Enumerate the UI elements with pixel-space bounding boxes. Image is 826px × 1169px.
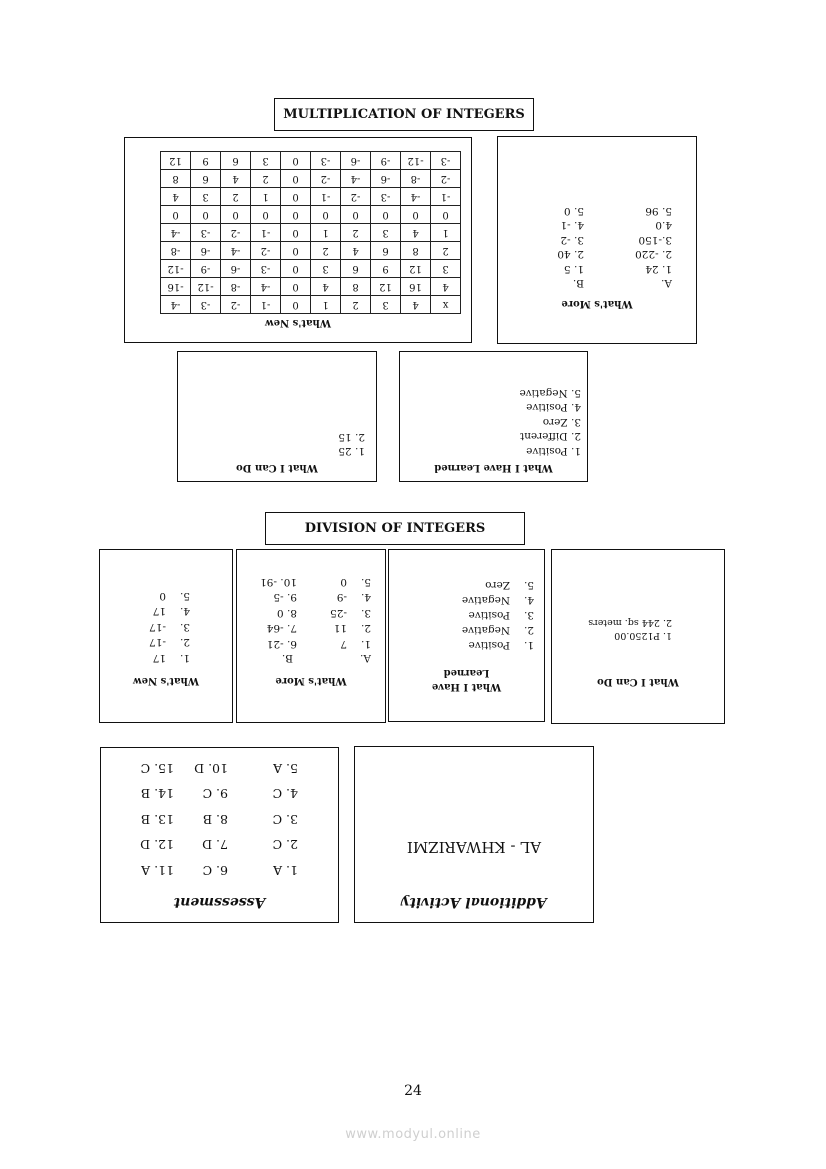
table-cell: -2 <box>221 296 251 314</box>
div-learned-title-1: What I Have <box>431 681 502 692</box>
list-item: 1. 24 <box>645 263 672 275</box>
table-cell: -4 <box>161 296 191 314</box>
mult-whats-more-title: What's More <box>561 298 633 309</box>
table-cell: 4 <box>161 188 191 206</box>
table-row <box>161 170 461 188</box>
div-whats-new-title: What's New <box>133 675 199 686</box>
table-cell: 2 <box>251 170 281 188</box>
table-row <box>161 224 461 242</box>
table-cell: 0 <box>281 152 311 170</box>
assessment-title: Assessment <box>173 894 266 910</box>
mult-learned-title: What I Have Learned <box>434 462 553 473</box>
mult-whats-more-box <box>497 136 697 344</box>
answer-item: 10. D <box>194 761 228 776</box>
answer-item: 7. D <box>202 837 228 853</box>
answer-item: 13. B <box>140 812 174 827</box>
answer-item: 14. B <box>140 786 174 802</box>
table-cell: 0 <box>341 206 371 224</box>
table-cell: -2 <box>341 188 371 206</box>
table-cell: -12 <box>401 152 431 170</box>
table-cell: 0 <box>401 206 431 224</box>
list-item-number: 3. <box>360 607 371 619</box>
table-cell: 8 <box>401 242 431 260</box>
table-cell: 2 <box>311 242 341 260</box>
table-cell: 4 <box>341 242 371 260</box>
table-cell: 9 <box>371 260 401 278</box>
table-cell: -16 <box>161 278 191 296</box>
table-cell: 12 <box>371 278 401 296</box>
list-item-value: Negative <box>461 594 510 606</box>
table-cell: 0 <box>311 206 341 224</box>
answer-item: 1. A <box>273 863 298 878</box>
table-cell: -1 <box>431 188 461 206</box>
answer-item: 11. A <box>141 863 174 878</box>
table-cell: -1 <box>251 296 281 314</box>
list-item: 2. Different <box>519 430 581 443</box>
list-item: 10. -91 <box>260 576 297 588</box>
list-item: 1. 5 <box>563 263 584 275</box>
list-item-value: Positive <box>468 609 510 621</box>
table-cell: -2 <box>221 224 251 242</box>
table-cell: -1 <box>251 224 281 242</box>
div-can-do-title: What I Can Do <box>597 676 679 687</box>
list-item-number: 1. <box>523 639 534 651</box>
table-cell: -6 <box>341 152 371 170</box>
table-cell: 4 <box>401 224 431 242</box>
table-row <box>161 206 461 224</box>
list-item-value: Positive <box>468 639 510 651</box>
table-cell: -8 <box>221 278 251 296</box>
list-item-value: Zero <box>485 579 510 591</box>
table-cell: 0 <box>251 206 281 224</box>
table-cell: 3 <box>371 224 401 242</box>
table-cell: -8 <box>161 242 191 260</box>
multiplication-table <box>160 151 461 314</box>
list-item: 6. -21 <box>266 638 297 650</box>
table-cell: 0 <box>221 206 251 224</box>
table-row <box>161 188 461 206</box>
table-cell: -3 <box>191 296 221 314</box>
table-cell: -2 <box>251 242 281 260</box>
div-whats-new-box <box>99 549 233 723</box>
mult-what-i-can-do-box <box>177 351 377 482</box>
answer-item: 9. C <box>202 786 228 802</box>
table-cell: -3 <box>311 152 341 170</box>
list-item-value: 17 <box>152 652 166 664</box>
mult-whats-new-title: What's New <box>265 317 331 328</box>
table-cell: 0 <box>431 206 461 224</box>
answer-item: 2. C <box>272 837 298 853</box>
table-cell: -4 <box>251 278 281 296</box>
list-item: 2. 244 sq. meters <box>588 617 672 628</box>
list-item-number: 4. <box>360 591 371 604</box>
additional-activity-answer: AL - KHWARIZMI <box>406 838 542 856</box>
list-item: 1. P1250.00 <box>614 630 672 641</box>
table-cell: -6 <box>221 260 251 278</box>
list-item-value: 7 <box>340 638 347 650</box>
answer-item: 3. C <box>272 812 298 827</box>
answer-item: 6. C <box>202 863 228 878</box>
list-item: 4.0 <box>655 219 672 232</box>
list-item-number: 2. <box>179 636 190 649</box>
table-cell: 0 <box>281 206 311 224</box>
list-item: 1. 25 <box>338 445 365 457</box>
table-cell: 1 <box>311 224 341 242</box>
table-cell: 2 <box>221 188 251 206</box>
answer-item: 5. A <box>273 761 298 776</box>
mult-whats-new-box <box>124 137 472 343</box>
list-item-number: 2. <box>523 624 534 636</box>
table-cell: 2 <box>431 242 461 260</box>
table-cell: 0 <box>371 206 401 224</box>
table-cell: 16 <box>401 278 431 296</box>
table-cell: 3 <box>311 260 341 278</box>
div-what-i-can-do-box <box>551 549 725 724</box>
mult-more-col-b-head: B. <box>572 277 584 289</box>
table-cell: 1 <box>251 188 281 206</box>
list-item-number: 4. <box>523 594 534 606</box>
table-cell: -4 <box>221 242 251 260</box>
table-cell: -9 <box>191 260 221 278</box>
list-item-value: -17 <box>149 636 166 649</box>
list-item-value: 0 <box>159 590 166 602</box>
div-what-i-have-learned-box <box>388 549 545 722</box>
div-whats-more-title: What's More <box>275 675 347 686</box>
table-cell: 4 <box>431 278 461 296</box>
list-item: 9. -5 <box>273 591 297 604</box>
list-item-value: -17 <box>149 621 166 633</box>
table-cell: -12 <box>161 260 191 278</box>
div-more-col-b-head: B. <box>281 652 293 664</box>
table-cell: 12 <box>161 152 191 170</box>
mult-can-do-title: What I Can Do <box>236 462 318 473</box>
list-item: 2. -220 <box>635 248 672 261</box>
table-row <box>161 242 461 260</box>
table-row <box>161 296 461 314</box>
table-cell: 0 <box>281 278 311 296</box>
list-item-number: 5. <box>179 590 190 602</box>
table-cell: -1 <box>311 188 341 206</box>
answer-item: 4. C <box>272 786 298 802</box>
list-item-number: 2. <box>360 622 371 635</box>
list-item: 3.-150 <box>638 234 672 246</box>
list-item: 2. 40 <box>557 248 584 261</box>
table-cell: 3 <box>251 152 281 170</box>
table-cell: -3 <box>431 152 461 170</box>
answer-item: 8. B <box>202 812 228 827</box>
list-item-number: 5. <box>360 576 371 588</box>
table-cell: -2 <box>431 170 461 188</box>
table-cell: 6 <box>221 152 251 170</box>
table-cell: -8 <box>401 170 431 188</box>
table-cell: -3 <box>371 188 401 206</box>
table-cell: 3 <box>371 296 401 314</box>
table-cell: -6 <box>191 242 221 260</box>
table-cell: -3 <box>251 260 281 278</box>
table-cell: -6 <box>371 170 401 188</box>
table-cell: 0 <box>191 206 221 224</box>
list-item-value: Negative <box>461 624 510 636</box>
list-item-number: 4. <box>179 605 190 618</box>
table-cell: 0 <box>281 296 311 314</box>
list-item-value: 0 <box>340 576 347 588</box>
table-cell: -4 <box>401 188 431 206</box>
answer-item: 12. D <box>140 837 174 853</box>
table-cell: 9 <box>191 152 221 170</box>
assessment-box <box>100 747 339 923</box>
additional-activity-title: Additional Activity <box>401 894 547 910</box>
table-cell: x <box>431 296 461 314</box>
additional-activity-box <box>354 746 594 923</box>
list-item: 1. Positive <box>526 445 581 457</box>
list-item: 4. -1 <box>560 219 584 232</box>
table-row <box>161 278 461 296</box>
table-cell: 1 <box>431 224 461 242</box>
table-cell: 1 <box>311 296 341 314</box>
list-item: 2. 15 <box>338 431 365 443</box>
table-cell: 0 <box>281 242 311 260</box>
table-cell: 6 <box>371 242 401 260</box>
table-cell: -3 <box>191 224 221 242</box>
list-item-value: -25 <box>330 607 347 619</box>
list-item-number: 1. <box>179 652 190 664</box>
table-cell: -4 <box>161 224 191 242</box>
list-item: 5. Negative <box>519 387 581 399</box>
table-cell: 3 <box>431 260 461 278</box>
table-cell: 4 <box>221 170 251 188</box>
table-cell: 8 <box>161 170 191 188</box>
table-cell: 3 <box>191 188 221 206</box>
list-item: 5. 96 <box>645 205 672 217</box>
list-item: 4. Positive <box>526 401 581 414</box>
list-item-number: 3. <box>179 621 190 633</box>
answer-item: 15. C <box>140 761 174 776</box>
table-cell: 0 <box>281 260 311 278</box>
list-item-number: 5. <box>523 579 534 591</box>
division-section-title: DIVISION OF INTEGERS <box>265 512 525 545</box>
table-cell: 2 <box>341 224 371 242</box>
table-row <box>161 260 461 278</box>
table-cell: 12 <box>401 260 431 278</box>
table-cell: 6 <box>341 260 371 278</box>
list-item: 8. 0 <box>276 607 297 619</box>
mult-what-i-have-learned-box <box>399 351 588 482</box>
table-cell: 0 <box>281 188 311 206</box>
list-item-value: 17 <box>152 605 166 618</box>
div-more-col-a-head: A. <box>360 652 371 664</box>
list-item: 3. Zero <box>542 416 581 428</box>
table-cell: -4 <box>341 170 371 188</box>
table-cell: 0 <box>281 170 311 188</box>
list-item: 7. -64 <box>266 622 297 635</box>
list-item-value: 11 <box>333 622 347 635</box>
list-item-number: 1. <box>360 638 371 650</box>
list-item: 5. 0 <box>563 205 584 217</box>
div-whats-more-box <box>236 549 386 723</box>
table-cell: 2 <box>341 296 371 314</box>
list-item-value: -9 <box>336 591 347 604</box>
list-item-number: 3. <box>523 609 534 621</box>
table-cell: 0 <box>281 224 311 242</box>
table-cell: 8 <box>341 278 371 296</box>
table-cell: 4 <box>401 296 431 314</box>
table-cell: 4 <box>311 278 341 296</box>
div-learned-title-2: Learned <box>443 667 490 678</box>
table-cell: -9 <box>371 152 401 170</box>
list-item: 3. -2 <box>560 234 584 246</box>
table-cell: 0 <box>161 206 191 224</box>
multiplication-section-title: MULTIPLICATION OF INTEGERS <box>274 98 534 131</box>
table-cell: 6 <box>191 170 221 188</box>
table-row <box>161 152 461 170</box>
table-cell: -2 <box>311 170 341 188</box>
page-number: 24 <box>404 1083 422 1099</box>
table-cell: -12 <box>191 278 221 296</box>
watermark: www.modyul.online <box>345 1127 481 1142</box>
mult-more-col-a-head: A. <box>661 277 672 289</box>
